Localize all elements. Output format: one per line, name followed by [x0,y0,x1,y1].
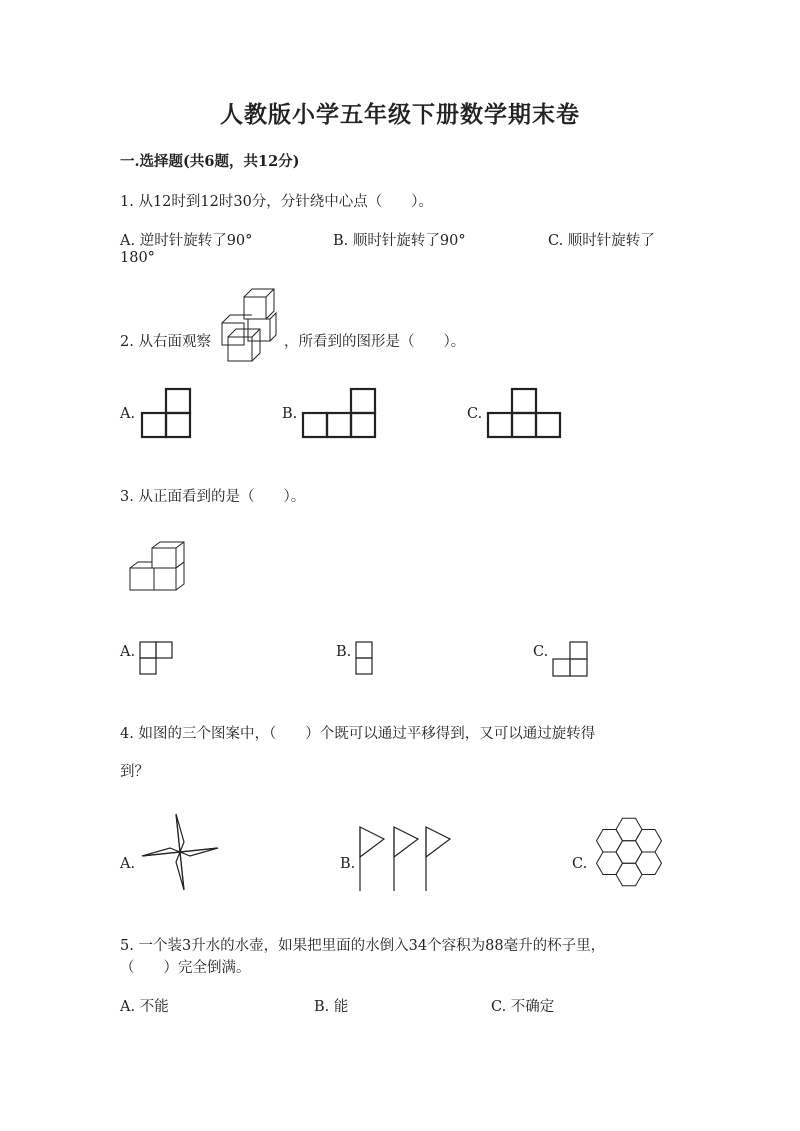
q2-option-b[interactable]: B. [282,406,298,422]
hexagon-cell [597,830,623,853]
q3-option-c-figure [552,641,590,679]
q2-option-a-figure [140,388,192,440]
hexagon-cell [616,818,642,841]
q5-option-c[interactable]: C. 不确定 [491,999,555,1015]
q2-option-b-figure [301,388,377,440]
q5-option-a[interactable]: A. 不能 [120,999,169,1015]
question-3-stem: 3. 从正面看到的是（ ）。 [120,489,306,505]
q4-option-c-hexagons-figure [590,812,668,892]
section-heading: 一.选择题(共6题，共12分) [120,153,300,170]
q3-cube-stack-figure [128,540,190,592]
page-title: 人教版小学五年级下册数学期末卷 [220,101,580,128]
q1-option-c-continued: 180° [120,250,155,266]
question-4-stem-line2: 到？ [120,764,149,780]
q1-option-c[interactable]: C. 顺时针旋转了 [548,233,655,249]
q4-option-a[interactable]: A. [120,856,136,872]
q2-cube-stack-figure [218,287,280,367]
q2-option-a[interactable]: A. [120,406,136,422]
hexagon-cell [616,841,642,864]
q3-option-b-figure [355,641,375,677]
hexagon-cell [636,852,662,875]
hexagon-cell [597,852,623,875]
hexagon-cell [616,863,642,886]
q4-option-a-pinwheel-figure [140,812,220,892]
q5-option-b[interactable]: B. 能 [314,999,349,1015]
question-2-stem-suffix: ，所看到的图形是（ ）。 [284,334,466,350]
question-1-stem: 1. 从12时到12时30分，分针绕中心点（ ）。 [120,194,434,210]
question-5-stem-line1: 5. 一个装3升水的水壶，如果把里面的水倒入34个容积为88毫升的杯子里， [120,938,606,954]
question-2-stem-prefix: 2. 从右面观察 [120,334,211,350]
q3-option-c[interactable]: C. [533,644,549,660]
q2-option-c-figure [486,388,562,440]
q2-option-c[interactable]: C. [467,406,483,422]
q3-option-b[interactable]: B. [336,644,352,660]
q1-option-a[interactable]: A. 逆时针旋转了90° [120,233,253,249]
q4-option-c[interactable]: C. [572,856,588,872]
q3-option-a-figure [139,641,175,677]
hexagon-cell [636,830,662,853]
q1-option-b[interactable]: B. 顺时针旋转了90° [333,233,466,249]
q4-option-b[interactable]: B. [340,856,356,872]
question-4-stem-line1: 4. 如图的三个图案中，（ ）个既可以通过平移得到，又可以通过旋转得 [120,726,596,742]
q4-option-b-flags-figure [356,825,452,893]
q3-option-a[interactable]: A. [120,644,136,660]
question-5-stem-line2: （ ）完全倒满。 [120,960,251,976]
